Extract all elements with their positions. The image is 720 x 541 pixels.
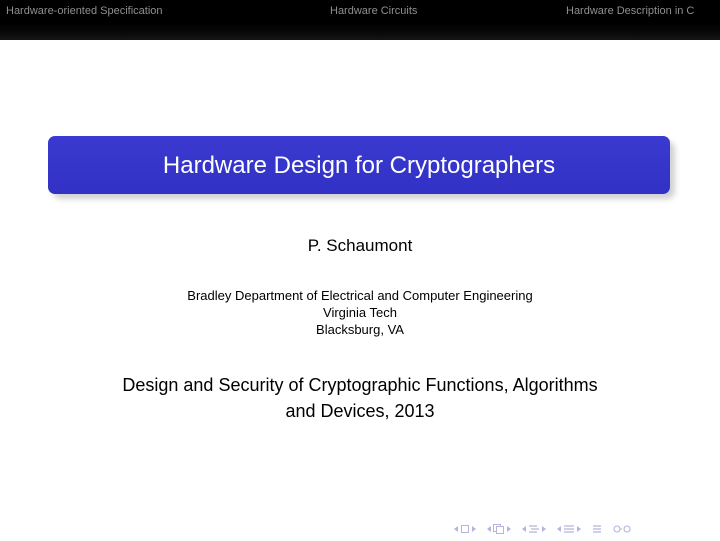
frame-icon[interactable] [492,523,506,535]
next-subsection-icon[interactable] [541,523,547,535]
next-slide-icon[interactable] [471,523,477,535]
search-icon[interactable] [612,523,634,535]
section-icon[interactable] [562,523,576,535]
subsection-icon[interactable] [527,523,541,535]
event-line-1: Design and Security of Cryptographic Functions, Algorithms [122,375,598,395]
affiliation [0,287,720,338]
align-icon[interactable] [591,523,603,535]
nav-section-circuits[interactable]: Hardware Circuits [330,5,418,17]
next-frame-icon[interactable] [506,523,512,535]
nav-section-description-c[interactable]: Hardware Description in C [566,5,695,17]
affiliation-university: Virginia Tech [323,305,397,320]
affiliation-department: Bradley Department of Electrical and Computer Engineering [187,288,533,303]
title-box [48,136,670,194]
next-section-icon[interactable] [576,523,582,535]
affiliation-location: Blacksburg, VA [316,322,404,337]
nav-section-specification[interactable]: Hardware-oriented Specification [6,5,163,17]
navigation-controls [453,523,634,535]
event-line-2: and Devices, 2013 [285,401,435,421]
slide-icon[interactable] [459,523,471,535]
slide-title: Hardware Design for Cryptographers [162,152,556,179]
author-name: P. Schaumont [307,236,413,255]
event-name [0,372,720,424]
navigation-bar [0,0,720,40]
